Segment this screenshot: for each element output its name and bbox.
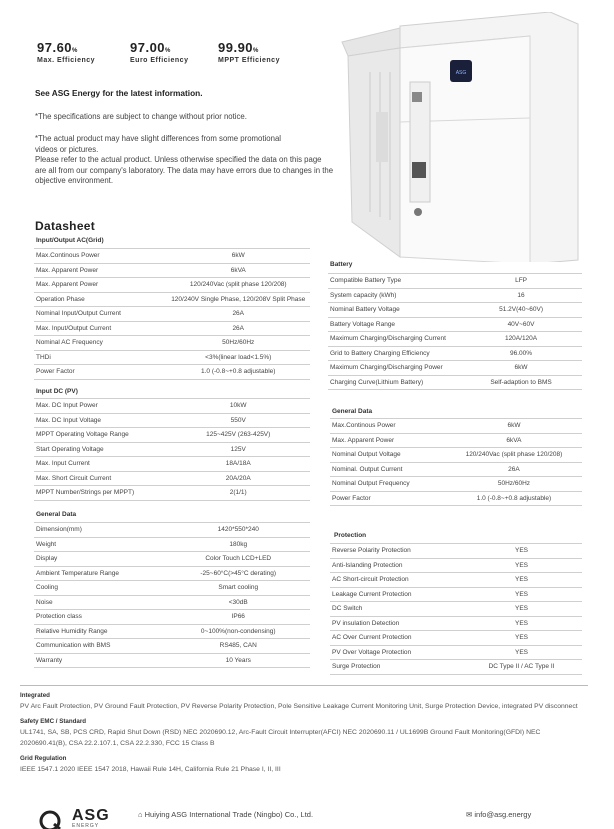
table-row bbox=[34, 350, 310, 365]
table-row bbox=[330, 616, 582, 631]
table-row bbox=[328, 332, 582, 347]
spec-label: Leakage Current Protection bbox=[330, 587, 461, 602]
table-row bbox=[330, 558, 582, 573]
spec-label: Weight bbox=[34, 537, 166, 552]
spec-label: PV insulation Detection bbox=[330, 616, 461, 631]
table-row bbox=[34, 610, 310, 625]
table-row bbox=[34, 471, 310, 486]
percent-unit: % bbox=[72, 48, 78, 54]
spec-value: 120/240Vac (split phase 120/208) bbox=[166, 278, 310, 293]
spec-value: Smart cooling bbox=[166, 581, 310, 596]
spec-label: Battery Voltage Range bbox=[328, 317, 460, 332]
spec-value: YES bbox=[461, 645, 582, 660]
spec-label: Charging Curve(Lithium Battery) bbox=[328, 375, 460, 390]
spec-label: Nominal Battery Voltage bbox=[328, 303, 460, 318]
table-row bbox=[330, 477, 582, 492]
table-row bbox=[328, 274, 582, 289]
spec-label: Protection class bbox=[34, 610, 166, 625]
spec-label: MPPT Operating Voltage Range bbox=[34, 428, 166, 443]
spec-value: 26A bbox=[166, 307, 310, 322]
spec-label: Warranty bbox=[34, 653, 166, 668]
mppt-efficiency-label: MPPT Efficiency bbox=[218, 57, 280, 64]
table-input-output-ac bbox=[34, 248, 310, 380]
spec-value: 550V bbox=[166, 413, 310, 428]
table-row bbox=[34, 523, 310, 538]
spec-value: 1420*550*240 bbox=[166, 523, 310, 538]
spec-value: 16 bbox=[460, 288, 582, 303]
table-row bbox=[330, 544, 582, 559]
spec-label: Max. Input Current bbox=[34, 457, 166, 472]
section-title-battery: Battery bbox=[330, 261, 353, 268]
euro-efficiency-value: 97.00 bbox=[130, 40, 166, 55]
table-protection bbox=[330, 543, 582, 675]
table-row bbox=[34, 653, 310, 668]
table-row bbox=[330, 645, 582, 660]
table-row bbox=[34, 457, 310, 472]
spec-value: YES bbox=[461, 587, 582, 602]
table-row bbox=[328, 288, 582, 303]
spec-value: YES bbox=[461, 544, 582, 559]
table-input-dc bbox=[34, 398, 310, 501]
spec-label: Communication with BMS bbox=[34, 639, 166, 654]
spec-value: IP66 bbox=[166, 610, 310, 625]
table-row bbox=[34, 442, 310, 457]
table-general-data-right bbox=[330, 418, 582, 506]
company-address: ⌂ Huiying ASG International Trade (Ningbo) Co., Ltd. bbox=[138, 810, 314, 819]
spec-value: -25~60°C(>45°C derating) bbox=[166, 566, 310, 581]
device-screen-label: ASG bbox=[455, 70, 467, 76]
euro-efficiency bbox=[130, 40, 188, 64]
spec-label: Reverse Polarity Protection bbox=[330, 544, 461, 559]
spec-label: Nominal AC Frequency bbox=[34, 336, 166, 351]
spec-value: YES bbox=[461, 602, 582, 617]
spec-label: Display bbox=[34, 552, 166, 567]
spec-label: Max. Input/Output Current bbox=[34, 321, 166, 336]
spec-value: 6kW bbox=[460, 361, 582, 376]
table-row bbox=[330, 433, 582, 448]
table-row bbox=[34, 566, 310, 581]
integrated-text: PV Arc Fault Protection, PV Ground Fault Protection, PV Reverse Polarity Protection, Pole Sensitive Leakage Current Monitoring Unit, Surge Protection Device, integrated PV disconnect bbox=[20, 703, 578, 710]
spec-value: 1.0 (-0.8~+0.8 adjustable) bbox=[446, 491, 582, 506]
integrated-title: Integrated bbox=[20, 692, 50, 699]
table-row bbox=[34, 307, 310, 322]
grid-title: Grid Regulation bbox=[20, 755, 67, 762]
spec-value: 120/240V Single Phase, 120/208V Split Phase bbox=[166, 292, 310, 307]
spec-label: Surge Protection bbox=[330, 660, 461, 675]
spec-label: Power Factor bbox=[34, 365, 166, 380]
table-row bbox=[34, 595, 310, 610]
table-row bbox=[330, 573, 582, 588]
euro-efficiency-label: Euro Efficiency bbox=[130, 57, 189, 64]
spec-label: Compatible Battery Type bbox=[328, 274, 460, 289]
table-row bbox=[34, 249, 310, 264]
max-efficiency-label: Max. Efficiency bbox=[37, 57, 96, 64]
spec-value: 26A bbox=[166, 321, 310, 336]
safety-title: Safety EMC / Standard bbox=[20, 718, 87, 725]
spec-value: YES bbox=[461, 631, 582, 646]
spec-value: 6kVA bbox=[166, 263, 310, 278]
note-specifications: *The specifications are subject to change without prior notice. bbox=[35, 112, 247, 121]
spec-label: Max. Short Circuit Current bbox=[34, 471, 166, 486]
spec-value: 125V bbox=[166, 442, 310, 457]
spec-label: Nominal Output Voltage bbox=[330, 448, 446, 463]
spec-label: PV Over Voltage Protection bbox=[330, 645, 461, 660]
table-row bbox=[34, 639, 310, 654]
spec-label: Max. Apparent Power bbox=[34, 278, 166, 293]
spec-label: MPPT Number/Strings per MPPT) bbox=[34, 486, 166, 501]
spec-value: YES bbox=[461, 558, 582, 573]
spec-label: Noise bbox=[34, 595, 166, 610]
spec-label: Operation Phase bbox=[34, 292, 166, 307]
spec-value: 20A/20A bbox=[166, 471, 310, 486]
section-title-input-dc: Input DC (PV) bbox=[36, 388, 78, 395]
table-row bbox=[34, 413, 310, 428]
spec-label: Max. DC Input Voltage bbox=[34, 413, 166, 428]
spec-label: Relative Humidity Range bbox=[34, 624, 166, 639]
spec-value: 50Hz/60Hz bbox=[446, 477, 582, 492]
spec-value: 40V~60V bbox=[460, 317, 582, 332]
table-row bbox=[330, 462, 582, 477]
spec-value: 120A/120A bbox=[460, 332, 582, 347]
table-row bbox=[330, 419, 582, 434]
spec-value: DC Type II / AC Type II bbox=[461, 660, 582, 675]
email-contact[interactable]: ✉ info@asg.energy bbox=[466, 810, 532, 819]
spec-label: Nominal. Output Current bbox=[330, 462, 446, 477]
safety-text: UL1741, SA, SB, PCS CRD, Rapid Shut Down (RSD) NEC 2020690.12, Arc-Fault Circuit Interrupter(AFCI) NEC 2020690.11 / UL1699B Ground Fault Monitoring(GFDI) NEC 2020690.41(B), CSA 22.2.107.1, CSA 22.2.330, FCC 15 Class B bbox=[20, 729, 541, 747]
spec-value: <3%(linear load<1.5%) bbox=[166, 350, 310, 365]
spec-label: Grid to Battery Charging Efficiency bbox=[328, 346, 460, 361]
table-row bbox=[34, 428, 310, 443]
mail-icon: ✉ bbox=[466, 810, 475, 819]
spec-value: 26A bbox=[446, 462, 582, 477]
spec-label: Dimension(mm) bbox=[34, 523, 166, 538]
spec-value: 96.00% bbox=[460, 346, 582, 361]
spec-value: 180kg bbox=[166, 537, 310, 552]
spec-value: 18A/18A bbox=[166, 457, 310, 472]
spec-label: Cooling bbox=[34, 581, 166, 596]
logo-subtext: ENERGY bbox=[72, 823, 100, 829]
max-efficiency bbox=[37, 40, 95, 64]
table-row bbox=[34, 552, 310, 567]
spec-label: AC Short-circuit Protection bbox=[330, 573, 461, 588]
spec-value: RS485, CAN bbox=[166, 639, 310, 654]
spec-value: 50Hz/60Hz bbox=[166, 336, 310, 351]
spec-value: 10 Years bbox=[166, 653, 310, 668]
asg-logo-icon bbox=[36, 809, 66, 829]
table-row bbox=[34, 263, 310, 278]
spec-label: DC Switch bbox=[330, 602, 461, 617]
spec-value: 10kW bbox=[166, 399, 310, 414]
table-row bbox=[34, 537, 310, 552]
home-icon: ⌂ bbox=[138, 810, 145, 819]
spec-label: Max. Apparent Power bbox=[330, 433, 446, 448]
spec-label: AC Over Current Protection bbox=[330, 631, 461, 646]
table-row bbox=[34, 486, 310, 501]
section-title-general-data-left: General Data bbox=[36, 511, 77, 518]
spec-value: 6kW bbox=[166, 249, 310, 264]
spec-label: Max.Continous Power bbox=[330, 419, 446, 434]
table-row bbox=[330, 587, 582, 602]
table-row bbox=[328, 317, 582, 332]
table-row bbox=[34, 581, 310, 596]
spec-label: Start Operating Voltage bbox=[34, 442, 166, 457]
table-row bbox=[34, 624, 310, 639]
table-row bbox=[34, 336, 310, 351]
datasheet-title: Datasheet bbox=[35, 219, 96, 233]
spec-value: YES bbox=[461, 573, 582, 588]
spec-value: 125~425V (263-425V) bbox=[166, 428, 310, 443]
spec-value: Color Touch LCD+LED bbox=[166, 552, 310, 567]
table-row bbox=[328, 346, 582, 361]
footer bbox=[0, 805, 614, 827]
spec-value: YES bbox=[461, 616, 582, 631]
table-row bbox=[34, 278, 310, 293]
spec-value: 1.0 (-0.8~+0.8 adjustable) bbox=[166, 365, 310, 380]
spec-label: System capacity (kWh) bbox=[328, 288, 460, 303]
spec-label: Max.Continous Power bbox=[34, 249, 166, 264]
spec-value: LFP bbox=[460, 274, 582, 289]
spec-value: 6kVA bbox=[446, 433, 582, 448]
logo-text: ASG bbox=[72, 807, 110, 824]
table-row bbox=[330, 631, 582, 646]
table-row bbox=[328, 361, 582, 376]
spec-label: THDi bbox=[34, 350, 166, 365]
section-title-general-data-right: General Data bbox=[332, 408, 373, 415]
table-battery bbox=[328, 273, 582, 390]
table-row bbox=[34, 399, 310, 414]
table-row bbox=[330, 602, 582, 617]
spec-label: Nominal Input/Output Current bbox=[34, 307, 166, 322]
spec-label: Max. Apparent Power bbox=[34, 263, 166, 278]
table-row bbox=[330, 491, 582, 506]
percent-unit: % bbox=[165, 48, 171, 54]
spec-value: Self-adaption to BMS bbox=[460, 375, 582, 390]
spec-value: 0~100%(non-condensing) bbox=[166, 624, 310, 639]
section-title-input-output-ac: Input/Output AC(Grid) bbox=[36, 237, 104, 244]
spec-label: Power Factor bbox=[330, 491, 446, 506]
table-row bbox=[330, 660, 582, 675]
note-disclaimer: *The actual product may have slight differences from some promotional videos or pictures. Please refer to the actual product. Unless otherwise specified the data on this page are all from our company's laboratory. The data may have errors due to changes in the objective environment. bbox=[35, 134, 334, 185]
section-title-protection: Protection bbox=[334, 532, 367, 539]
spec-value: 120/240Vac (split phase 120/208) bbox=[446, 448, 582, 463]
percent-unit: % bbox=[253, 48, 259, 54]
max-efficiency-value: 97.60 bbox=[37, 40, 73, 55]
spec-value: 2(1/1) bbox=[166, 486, 310, 501]
inverter-product-image bbox=[340, 12, 580, 262]
spec-label: Ambient Temperature Range bbox=[34, 566, 166, 581]
spec-label: Maximum Charging/Discharging Current bbox=[328, 332, 460, 347]
spec-value: 6kW bbox=[446, 419, 582, 434]
table-row bbox=[328, 375, 582, 390]
spec-value: <30dB bbox=[166, 595, 310, 610]
table-general-data-left bbox=[34, 522, 310, 668]
table-row bbox=[34, 365, 310, 380]
table-row bbox=[34, 321, 310, 336]
spec-label: Maximum Charging/Discharging Power bbox=[328, 361, 460, 376]
mppt-efficiency-value: 99.90 bbox=[218, 40, 254, 55]
spec-value: 51.2V(40~60V) bbox=[460, 303, 582, 318]
spec-label: Max. DC Input Power bbox=[34, 399, 166, 414]
table-row bbox=[330, 448, 582, 463]
spec-label: Nominal Output Frequency bbox=[330, 477, 446, 492]
see-info-text: See ASG Energy for the latest information. bbox=[35, 88, 203, 98]
standards-section bbox=[20, 685, 588, 775]
grid-text: IEEE 1547.1 2020 IEEE 1547 2018, Hawaii Rule 14H, California Rule 21 Phase I, II, III bbox=[20, 766, 281, 773]
table-row bbox=[34, 292, 310, 307]
table-row bbox=[328, 303, 582, 318]
mppt-efficiency bbox=[218, 40, 280, 64]
spec-label: Anti-Islanding Protection bbox=[330, 558, 461, 573]
